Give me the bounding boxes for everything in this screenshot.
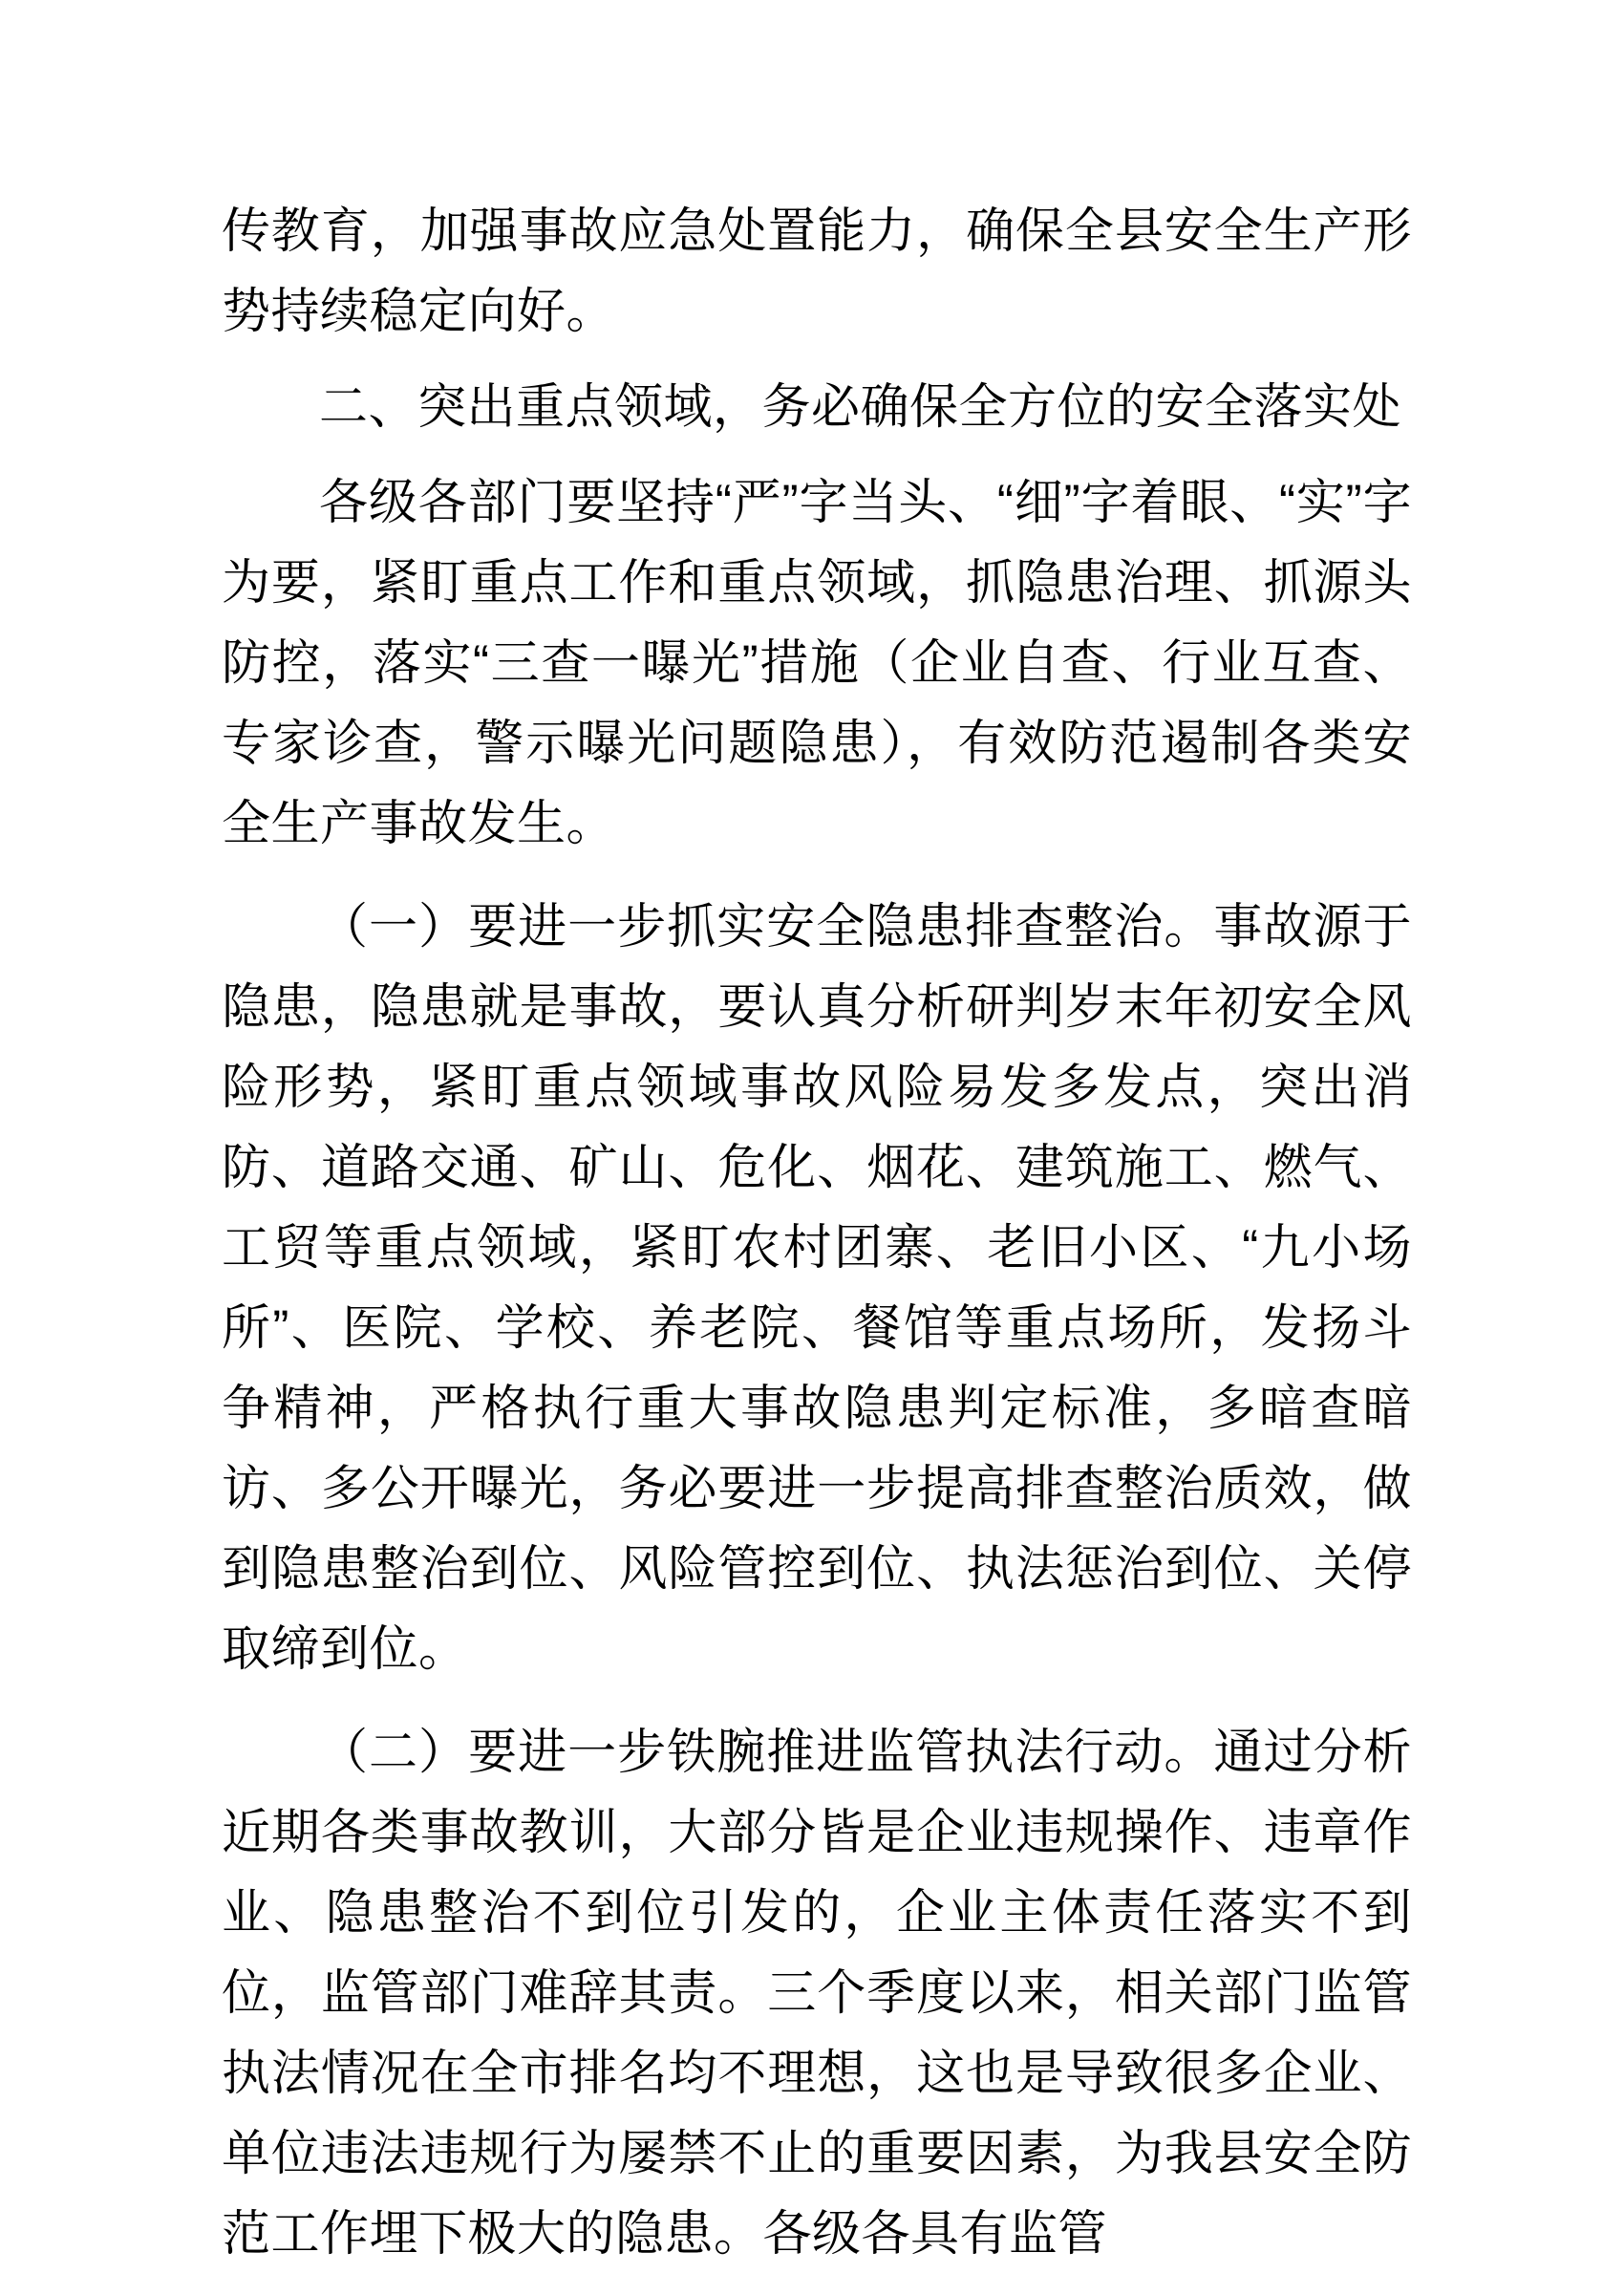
paragraph-general-requirements: 各级各部门要坚持“严”字当头、“细”字着眼、“实”字为要，紧盯重点工作和重点领域，抓隐患治理、抓源头防控，落实“三查一曝光”措施（企业自查、行业互查、专家诊查，警示曝光问题隐患），有效防范遏制各类安全生产事故发生。 xyxy=(222,475,1412,850)
paragraph-continuation: 传教育，加强事故应急处置能力，确保全县安全生产形势持续稳定向好。 xyxy=(222,204,1412,338)
paragraph-spacer xyxy=(222,1695,1412,1712)
paragraph-spacer xyxy=(222,453,1412,462)
document-body xyxy=(222,191,1412,2274)
paragraph-spacer xyxy=(222,869,1412,887)
paragraph-item-two: （二）要进一步铁腕推进监管执法行动。通过分析近期各类事故教训，大部分皆是企业违规操作、违章作业、隐患整治不到位引发的，企业主体责任落实不到位，监管部门难辞其责。三个季度以来，相关部门监管执法情况在全市排名均不理想，这也是导致很多企业、单位违法违规行为屡禁不止的重要因素，为我县安全防范工作埋下极大的隐患。各级各具有监管 xyxy=(222,1725,1412,2261)
section-heading-two: 二、突出重点领域，务必确保全方位的安全落实处 xyxy=(319,379,1402,434)
paragraph-spacer xyxy=(222,357,1412,367)
paragraph-item-one: （一）要进一步抓实安全隐患排查整治。事故源于隐患，隐患就是事故，要认真分析研判岁末年初安全风险形势，紧盯重点领域事故风险易发多发点，突出消防、道路交通、矿山、危化、烟花、建筑施工、燃气、工贸等重点领域，紧盯农村团寨、老旧小区、“九小场所”、医院、学校、养老院、餐馆等重点场所，发扬斗争精神，严格执行重大事故隐患判定标准，多暗查暗访、多公开曝光，务必要进一步提高排查整治质效，做到隐患整治到位、风险管控到位、执法惩治到位、关停取缔到位。 xyxy=(222,899,1412,1676)
